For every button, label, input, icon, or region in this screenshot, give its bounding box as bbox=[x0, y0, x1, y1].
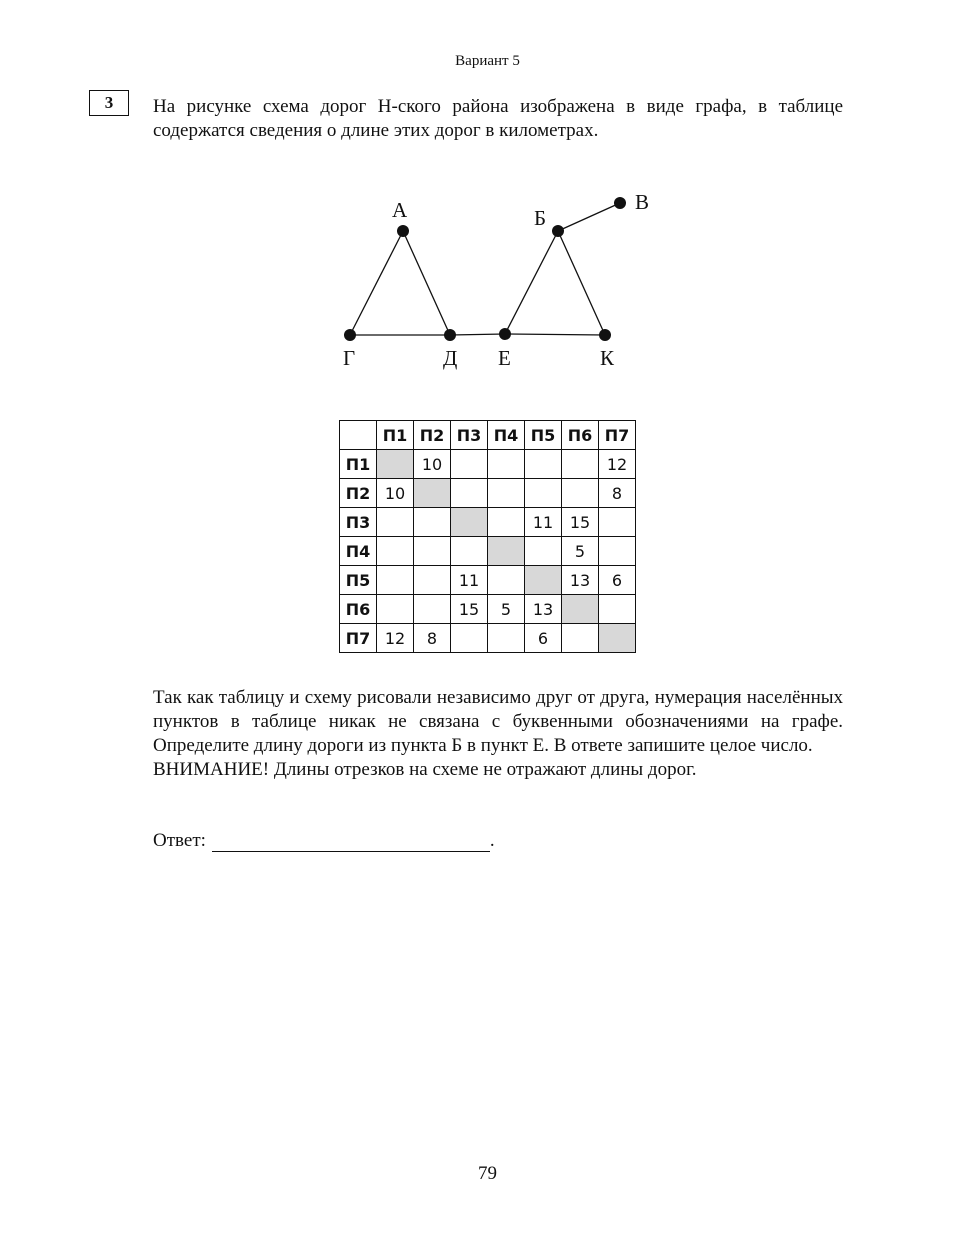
task-intro: На рисунке схема дорог Н-ского района изображена в виде графа, в таблице содержатся сведения о длине этих дорог в километрах. bbox=[153, 96, 843, 141]
table-cell: 5 bbox=[562, 537, 599, 566]
table-cell bbox=[414, 595, 451, 624]
task-body: Так как таблицу и схему рисовали независимо друг от друга, нумерация населённых пунктов в таблице никак не связана с буквенными обозначениями на графе. Определите длину дороги из пункта Б в пункт Е. В ответе запишите целое число. bbox=[153, 687, 843, 756]
table-cell bbox=[562, 450, 599, 479]
col-header: П4 bbox=[488, 421, 525, 450]
row-header: П7 bbox=[340, 624, 377, 653]
table-cell bbox=[599, 624, 636, 653]
table-cell: 10 bbox=[414, 450, 451, 479]
task-number-box: 3 bbox=[89, 90, 129, 116]
table-row bbox=[340, 595, 636, 624]
node-E bbox=[499, 328, 511, 340]
table-cell: 10 bbox=[377, 479, 414, 508]
col-header: П1 bbox=[377, 421, 414, 450]
table-cell bbox=[599, 537, 636, 566]
edge-B-K bbox=[558, 231, 605, 335]
table-cell bbox=[525, 566, 562, 595]
table-cell: 5 bbox=[488, 595, 525, 624]
table-row bbox=[340, 537, 636, 566]
answer-label: Ответ: bbox=[153, 830, 206, 851]
table-cell: 6 bbox=[525, 624, 562, 653]
table-cell bbox=[488, 566, 525, 595]
table-row bbox=[340, 508, 636, 537]
table-cell bbox=[562, 479, 599, 508]
road-graph bbox=[330, 185, 670, 385]
corner-cell bbox=[340, 421, 377, 450]
col-header: П7 bbox=[599, 421, 636, 450]
variant-header: Вариант 5 bbox=[455, 53, 520, 69]
table-cell bbox=[599, 508, 636, 537]
label-G: Г bbox=[343, 346, 356, 370]
label-V: В bbox=[635, 190, 650, 214]
table-cell: 11 bbox=[525, 508, 562, 537]
table-cell: 12 bbox=[377, 624, 414, 653]
table-cell: 8 bbox=[599, 479, 636, 508]
table-cell bbox=[377, 537, 414, 566]
node-A bbox=[397, 225, 409, 237]
table-cell bbox=[488, 508, 525, 537]
col-header: П5 bbox=[525, 421, 562, 450]
table-header-row bbox=[340, 421, 636, 450]
table-cell bbox=[414, 508, 451, 537]
edge-E-K bbox=[505, 334, 605, 335]
table-cell bbox=[525, 479, 562, 508]
row-header: П4 bbox=[340, 537, 377, 566]
table-cell bbox=[377, 508, 414, 537]
table-cell: 6 bbox=[599, 566, 636, 595]
table-cell bbox=[562, 595, 599, 624]
table-cell bbox=[525, 450, 562, 479]
edge-B-E bbox=[505, 231, 558, 334]
node-V bbox=[614, 197, 626, 209]
table-cell bbox=[525, 537, 562, 566]
answer-row bbox=[153, 830, 495, 852]
label-K: К bbox=[600, 346, 615, 370]
table-cell bbox=[377, 450, 414, 479]
table-cell bbox=[451, 479, 488, 508]
label-E: Е bbox=[498, 346, 511, 370]
answer-end: . bbox=[489, 830, 495, 851]
row-header: П2 bbox=[340, 479, 377, 508]
table-cell: 8 bbox=[414, 624, 451, 653]
table-cell: 15 bbox=[562, 508, 599, 537]
table-cell bbox=[488, 450, 525, 479]
task-warning: ВНИМАНИЕ! Длины отрезков на схеме не отражают длины дорог. bbox=[153, 759, 697, 780]
table-cell bbox=[488, 537, 525, 566]
table-row bbox=[340, 624, 636, 653]
edge-B-V bbox=[558, 203, 620, 231]
table-cell bbox=[451, 624, 488, 653]
node-K bbox=[599, 329, 611, 341]
edge-D-E bbox=[450, 334, 505, 335]
row-header: П1 bbox=[340, 450, 377, 479]
col-header: П6 bbox=[562, 421, 599, 450]
table-cell: 13 bbox=[562, 566, 599, 595]
table-cell bbox=[562, 624, 599, 653]
table-cell bbox=[414, 566, 451, 595]
table-cell: 11 bbox=[451, 566, 488, 595]
table-cell bbox=[488, 479, 525, 508]
distance-table bbox=[339, 420, 636, 653]
table-cell bbox=[451, 508, 488, 537]
row-header: П6 bbox=[340, 595, 377, 624]
label-D: Д bbox=[443, 346, 458, 370]
task-body-block bbox=[153, 686, 843, 782]
table-cell bbox=[599, 595, 636, 624]
answer-line[interactable] bbox=[212, 831, 490, 852]
table-cell bbox=[377, 595, 414, 624]
row-header: П5 bbox=[340, 566, 377, 595]
table-row bbox=[340, 450, 636, 479]
table-cell: 12 bbox=[599, 450, 636, 479]
table-cell bbox=[488, 624, 525, 653]
table-row bbox=[340, 479, 636, 508]
col-header: П3 bbox=[451, 421, 488, 450]
node-B bbox=[552, 225, 564, 237]
table-cell bbox=[451, 450, 488, 479]
table-cell bbox=[377, 566, 414, 595]
page-number: 79 bbox=[478, 1163, 497, 1184]
label-B: Б bbox=[534, 206, 547, 230]
label-A: А bbox=[392, 198, 408, 222]
table-cell: 13 bbox=[525, 595, 562, 624]
edge-A-D bbox=[403, 231, 450, 335]
table-cell bbox=[414, 479, 451, 508]
table-row bbox=[340, 566, 636, 595]
row-header: П3 bbox=[340, 508, 377, 537]
table-cell: 15 bbox=[451, 595, 488, 624]
node-D bbox=[444, 329, 456, 341]
col-header: П2 bbox=[414, 421, 451, 450]
table-cell bbox=[414, 537, 451, 566]
edge-A-G bbox=[350, 231, 403, 335]
table-cell bbox=[451, 537, 488, 566]
node-G bbox=[344, 329, 356, 341]
